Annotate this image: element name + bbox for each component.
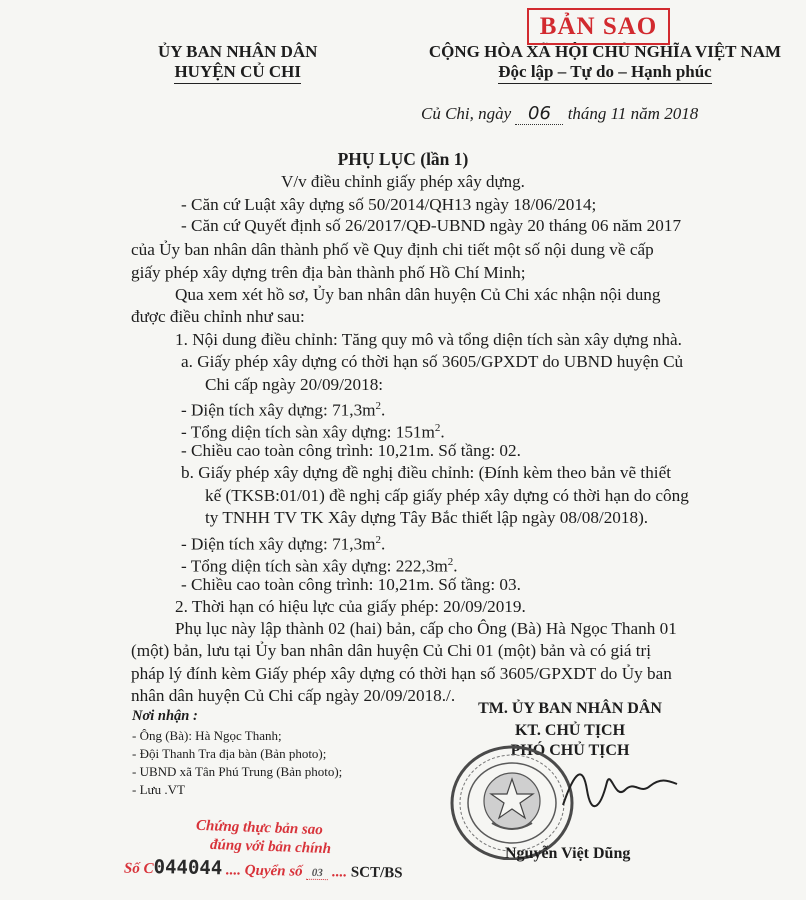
document-date: Củ Chi, ngày 06 tháng 11 năm 2018 — [421, 103, 699, 124]
body-line: b. Giấy phép xây dựng đề nghị điều chỉnh: (Đính kèm theo bản vẽ thiết — [181, 463, 671, 482]
recipient-item: - UBND xã Tân Phú Trung (Bản photo); — [132, 764, 343, 779]
body-line: được điều chỉnh như sau: — [131, 307, 305, 326]
signer-name: Nguyễn Việt Dũng — [505, 845, 631, 862]
body-line: Qua xem xét hồ sơ, Ủy ban nhân dân huyện Củ Chi xác nhận nội dung — [175, 285, 661, 304]
copy-stamp: BẢN SAO — [527, 8, 670, 45]
body-line: Phụ lục này lập thành 02 (hai) bản, cấp cho Ông (Bà) Hà Ngọc Thanh 01 — [175, 619, 677, 638]
recipient-item: - Lưu .VT — [132, 782, 185, 797]
certify-line1: Chứng thực bản sao — [195, 817, 324, 839]
signature-title: TM. ỦY BAN NHÂN DÂN — [478, 700, 662, 717]
handwritten-signature-icon — [555, 760, 685, 815]
date-day: 06 — [515, 103, 563, 125]
certify-number-line: Số C044044 .... Quyển số 03 .... SCT/BS — [123, 856, 403, 882]
recipient-item: - Ông (Bà): Hà Ngọc Thanh; — [132, 728, 282, 743]
national-motto: CỘNG HÒA XÃ HỘI CHỦ NGHĨA VIỆT NAM Độc lập – Tự do – Hạnh phúc — [415, 42, 795, 84]
body-line: - Diện tích xây dựng: $71,3m^2$. — [181, 534, 386, 554]
body-line: - Tổng diện tích sàn xây dựng: $151m^2$. — [181, 422, 445, 442]
body-line: kế (TKSB:01/01) đề nghị cấp giấy phép xây dựng có thời hạn do công — [205, 486, 689, 505]
body-line: Chi cấp ngày 20/09/2018: — [205, 375, 384, 394]
agency-name: ỦY BAN NHÂN DÂN HUYỆN CỦ CHI — [158, 42, 317, 84]
body-line: nhân dân huyện Củ Chi cấp ngày 20/09/2018./. — [131, 686, 456, 705]
body-line: của Ủy ban nhân dân thành phố về Quy định chi tiết một số nội dung về cấp — [131, 240, 654, 259]
signature-role: KT. CHỦ TỊCH — [514, 722, 626, 739]
body-line: 1. Nội dung điều chỉnh: Tăng quy mô và tổng diện tích sàn xây dựng nhà. — [175, 330, 682, 349]
recipient-item: - Đội Thanh Tra địa bàn (Bản photo); — [132, 746, 327, 761]
certify-number: 044044 — [153, 856, 223, 880]
certify-book-number: 03 — [306, 867, 328, 880]
certify-line2: đúng với bản chính — [209, 836, 332, 858]
body-line: 2. Thời hạn có hiệu lực của giấy phép: 20/09/2019. — [175, 597, 526, 616]
recipients-heading: Nơi nhận : — [132, 708, 198, 724]
district-name: HUYỆN CỦ CHI — [158, 62, 317, 84]
body-line: - Chiều cao toàn công trình: 10,21m. Số tầng: 03. — [181, 575, 521, 594]
body-line: - Tổng diện tích sàn xây dựng: $222,3m^2$. — [181, 556, 458, 576]
body-line: - Chiều cao toàn công trình: 10,21m. Số tầng: 02. — [181, 441, 521, 460]
body-line: a. Giấy phép xây dựng có thời hạn số 3605/GPXDT do UBND huyện Củ — [181, 352, 684, 371]
body-line: - Căn cứ Quyết định số 26/2017/QĐ-UBND ngày 20 tháng 06 năm 2017 — [181, 216, 682, 235]
page-subtitle: V/v điều chỉnh giấy phép xây dựng. — [281, 172, 525, 191]
body-line: (một) bản, lưu tại Ủy ban nhân dân huyện Củ Chi 01 (một) bản và có giá trị — [131, 641, 652, 660]
body-line: - Căn cứ Luật xây dựng số 50/2014/QH13 ngày 18/06/2014; — [181, 195, 597, 214]
page-title: PHỤ LỤC (lần 1) — [337, 149, 469, 169]
body-line: giấy phép xây dựng trên địa bàn thành phố Hồ Chí Minh; — [131, 263, 526, 282]
body-line: ty TNHH TV TK Xây dựng Tây Bắc thiết lập ngày 08/08/2018). — [205, 508, 649, 527]
signature-subrole: PHÓ CHỦ TỊCH — [510, 742, 630, 759]
body-line: pháp lý đính kèm Giấy phép xây dựng có thời hạn số 3605/GPXDT do Ủy ban — [131, 664, 672, 683]
body-line: - Diện tích xây dựng: $71,3m^2$. — [181, 400, 386, 420]
